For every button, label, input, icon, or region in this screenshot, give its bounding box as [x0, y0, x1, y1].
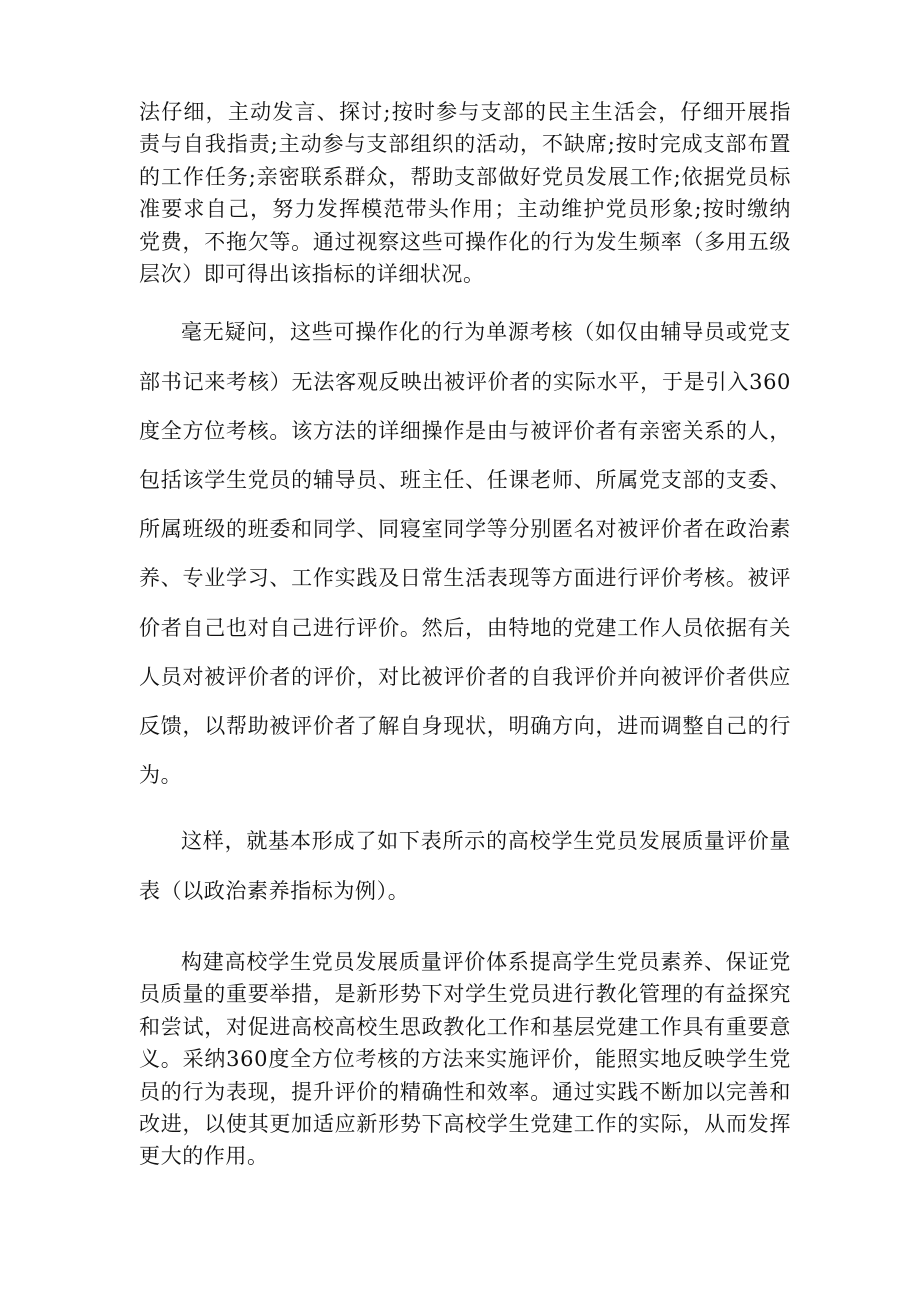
- paragraph-360-assessment: 毫无疑问，这些可操作化的行为单源考核（如仅由辅导员或党支部书记来考核）无法客观反映出被评价者的实际水平，于是引入360度全方位考核。该方法的详细操作是由与被评价者有亲密关系的人，包括该学生党员的辅导员、班主任、任课老师、所属党支部的支委、所属班级的班委和同学、同寝室同学等分别匿名对被评价者在政治素养、专业学习、工作实践及日常生活表现等方面进行评价考核。被评价者自己也对自己进行评价。然后，由特地的党建工作人员依据有关人员对被评价者的评价，对比被评价者的自我评价并向被评价者供应反馈，以帮助被评价者了解自身现状，明确方向，进而调整自己的行为。: [139, 320, 791, 788]
- document-body: [139, 96, 791, 1173]
- paragraph-conclusion: 构建高校学生党员发展质量评价体系提高学生党员素养、保证党员质量的重要举措，是新形势下对学生党员进行教化管理的有益探究和尝试，对促进高校高校生思政教化工作和基层党建工作具有重要意义。采纳360度全方位考核的方法来实施评价，能照实地反映学生党员的行为表现，提升评价的精确性和效率。通过实践不断加以完善和改进，以使其更加适应新形势下高校学生党建工作的实际，从而发挥更大的作用。: [139, 949, 791, 1169]
- paragraph-continuation: 法仔细，主动发言、探讨;按时参与支部的民主生活会，仔细开展指责与自我指责;主动参与支部组织的活动，不缺席;按时完成支部布置的工作任务;亲密联系群众，帮助支部做好党员发展工作;依据党员标准要求自己，努力发挥模范带头作用；主动维护党员形象;按时缴纳党费，不拖欠等。通过视察这些可操作化的行为发生频率（多用五级层次）即可得出该指标的详细状况。: [139, 100, 791, 287]
- paragraph-table-intro: 这样，就基本形成了如下表所示的高校学生党员发展质量评价量表（以政治素养指标为例）。: [139, 829, 791, 903]
